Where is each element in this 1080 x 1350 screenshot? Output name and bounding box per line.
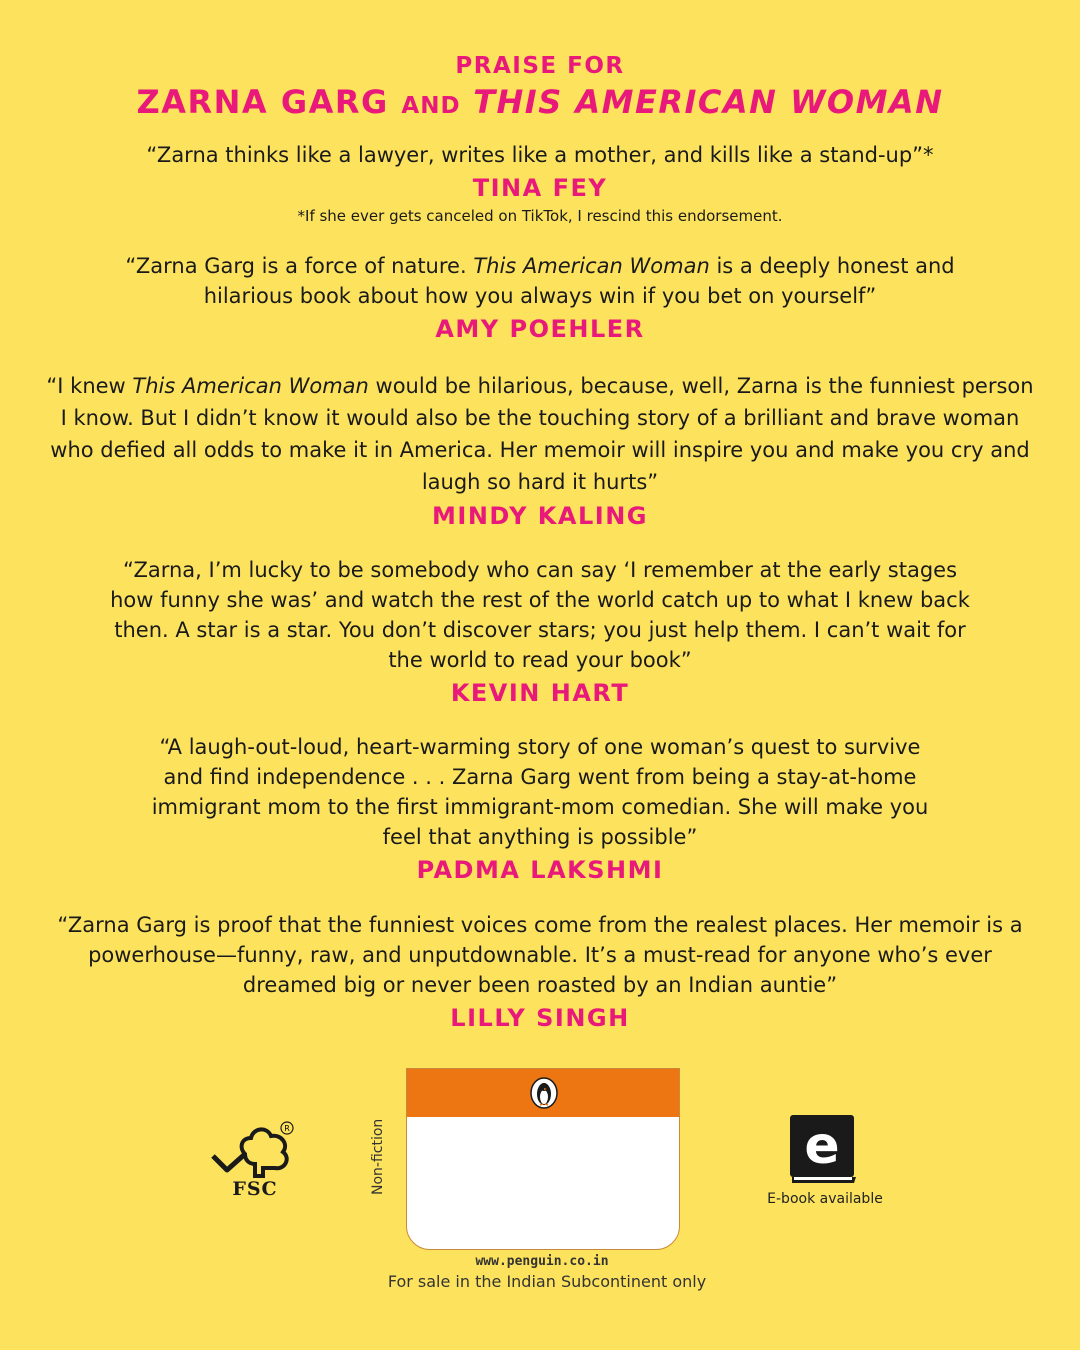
category-label: Non-fiction	[370, 1118, 386, 1195]
blurb-author: PADMA LAKSHMI	[416, 856, 664, 884]
barcode-area	[406, 1068, 680, 1250]
praise-for-label: PRAISE FOR	[455, 53, 625, 79]
praise-title	[0, 82, 1080, 126]
blurb-quote: “Zarna, I’m lucky to be somebody who can say ‘I remember at the early stages how funny she was’ and watch the rest of the world catch up to what I knew back then. A star is a star. You don’t discover stars; you just help them. I can’t wait for the world to read your book”	[110, 558, 970, 672]
ebook-label: E-book available	[767, 1191, 883, 1207]
blurb-quote: “A laugh-out-loud, heart-warming story of one woman’s quest to survive and find independence . . . Zarna Garg went from being a stay-at-home immigrant mom to the first immigrant-mom comedian. She will make you feel that anything is possible”	[151, 735, 929, 849]
blurb-author: KEVIN HART	[450, 679, 630, 707]
fsc-label: FSC	[232, 1178, 278, 1200]
blurb-author: MINDY KALING	[432, 502, 648, 530]
author-name: ZARNA GARG	[136, 83, 389, 121]
publisher-website[interactable]: www.penguin.co.in	[475, 1254, 609, 1269]
fsc-tree-icon	[205, 1118, 305, 1180]
sale-notice: For sale in the Indian Subcontinent only	[387, 1272, 707, 1291]
blurb-kevin-hart	[40, 555, 1040, 709]
blurb-quote: “I knew This American Woman would be hilarious, because, well, Zarna is the funniest person I know. But I didn’t know it would also be the touching story of a brilliant and brave woman who defied all odds to make it in America. Her memoir will inspire you and make you cry and laugh so hard it hurts”	[46, 374, 1034, 494]
blurb-quote: “Zarna Garg is proof that the funniest voices come from the realest places. Her memoir is a powerhouse—funny, raw, and unputdownable. It’s a must-read for anyone who’s ever dreamed big or never been roasted by an Indian auntie”	[57, 913, 1023, 997]
blurb-footnote: *If she ever gets canceled on TikTok, I rescind this endorsement.	[297, 207, 783, 225]
and-word: AND	[401, 93, 461, 119]
ebook-letter: e	[804, 1116, 840, 1176]
ebook-icon	[788, 1113, 860, 1187]
blurb-author: TINA FEY	[472, 174, 608, 202]
blurb-tina-fey	[40, 140, 1040, 228]
blurb-padma-lakshmi	[40, 732, 1040, 886]
book-title: THIS AMERICAN WOMAN	[473, 83, 944, 121]
fsc-logo	[205, 1118, 305, 1208]
blurb-quote: “Zarna thinks like a lawyer, writes like a mother, and kills like a stand-up”*	[146, 143, 934, 167]
penguin-logo-icon	[529, 1077, 559, 1109]
blurb-mindy-kaling	[40, 370, 1040, 532]
book-title-inline: This American Woman	[132, 374, 369, 398]
blurb-author: AMY POEHLER	[435, 315, 645, 343]
blurb-lilly-singh	[40, 910, 1040, 1034]
praise-header	[0, 52, 1080, 126]
blurb-quote: “Zarna Garg is a force of nature. This American Woman is a deeply honest and hilarious book about how you always win if you bet on yourself”	[125, 254, 955, 308]
fsc-registered-mark: R	[284, 1124, 290, 1133]
book-title-inline: This American Woman	[473, 254, 710, 278]
blurb-amy-poehler	[40, 251, 1040, 345]
blurb-author: LILLY SINGH	[450, 1004, 630, 1032]
